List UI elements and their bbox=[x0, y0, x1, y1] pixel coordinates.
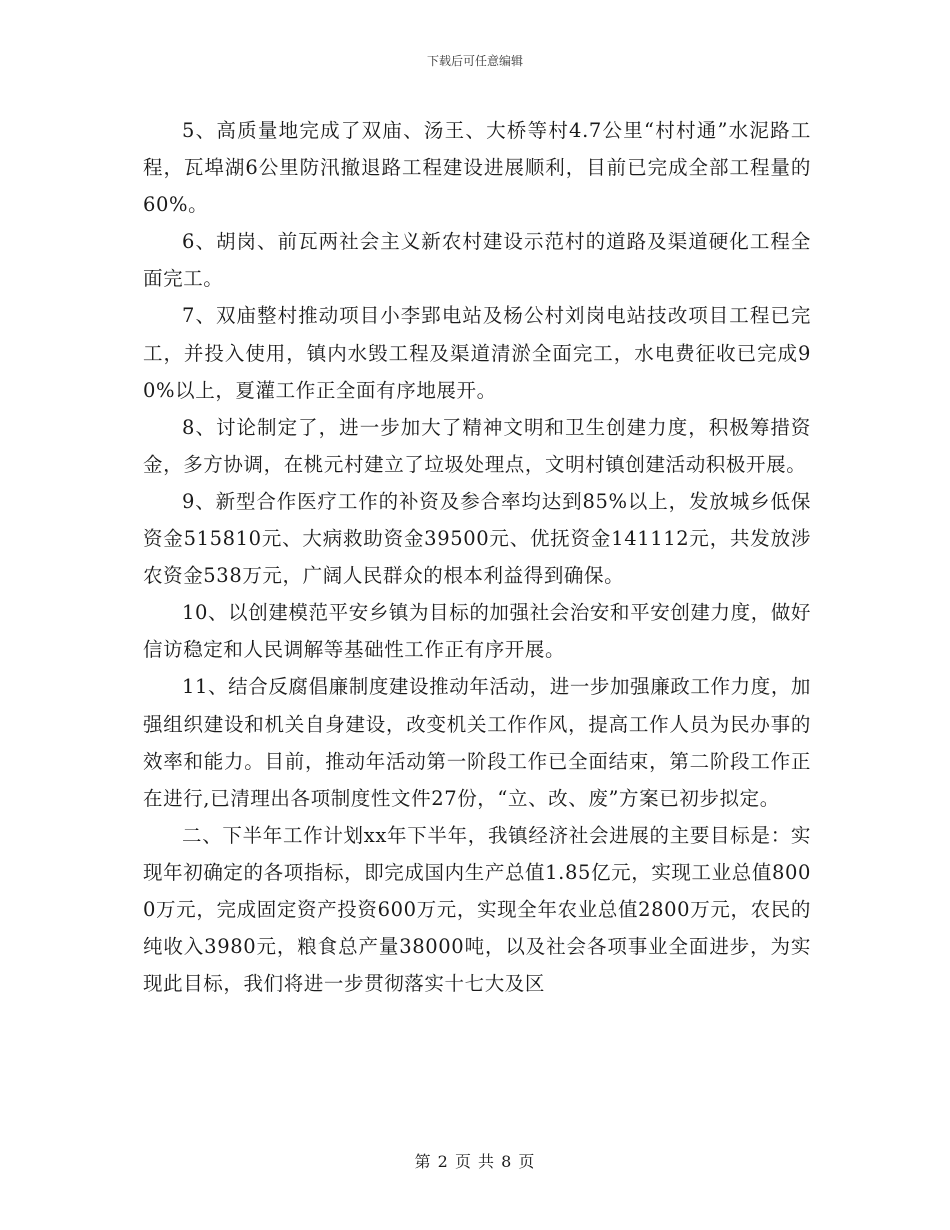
paragraph-item-5: 5、高质量地完成了双庙、汤王、大桥等村4.7公里“村村通”水泥路工程，瓦埠湖6公里防汛撤退路工程建设进展顺利，目前已完成全部工程量的60%。 bbox=[143, 119, 811, 217]
page-number-footer: 第 2 页 共 8 页 bbox=[414, 1152, 536, 1171]
paragraph-item-8: 8、讨论制定了，进一步加大了精神文明和卫生创建力度，积极筹措资金，多方协调，在桃元村建立了垃圾处理点，文明村镇创建活动积极开展。 bbox=[143, 415, 811, 476]
paragraph-work-plan: 二、下半年工作计划xx年下半年，我镇经济社会进展的主要目标是：实现年初确定的各项指标，即完成国内生产总值1.85亿元，实现工业总值8000万元，完成固定资产投资600万元，实现全年农业总值2800万元，农民的纯收入3980元，粮食总产量38000吨，以及社会各项事业全面进步，为实现此目标，我们将进一步贯彻落实十七大及区 bbox=[143, 823, 811, 996]
paragraph-item-7: 7、双庙整村推动项目小李郢电站及杨公村刘岗电站技改项目工程已完工，并投入使用，镇内水毁工程及渠道清淤全面完工，水电费征收已完成90%以上，夏灌工作正全面有序地展开。 bbox=[143, 304, 811, 402]
paragraph-item-6: 6、胡岗、前瓦两社会主义新农村建设示范村的道路及渠道硬化工程全面完工。 bbox=[143, 230, 811, 291]
paragraph-item-11: 11、结合反腐倡廉制度建设推动年活动，进一步加强廉政工作力度，加强组织建设和机关自身建设，改变机关工作作风，提高工作人员为民办事的效率和能力。目前，推动年活动第一阶段工作已全面结束，第二阶段工作正在进行,已清理出各项制度性文件27份，“立、改、废”方案已初步拟定。 bbox=[143, 675, 812, 810]
paragraph-item-10: 10、以创建模范平安乡镇为目标的加强社会治安和平安创建力度，做好信访稳定和人民调解等基础性工作正有序开展。 bbox=[143, 601, 812, 662]
page-header-note: 下载后可任意编辑 bbox=[426, 54, 523, 68]
document-body bbox=[143, 112, 811, 1002]
paragraph-item-9: 9、新型合作医疗工作的补资及参合率均达到85%以上，发放城乡低保资金515810元、大病救助资金39500元、优抚资金141112元，共发放涉农资金538万元，广阔人民群众的根本利益得到确保。 bbox=[143, 489, 811, 588]
